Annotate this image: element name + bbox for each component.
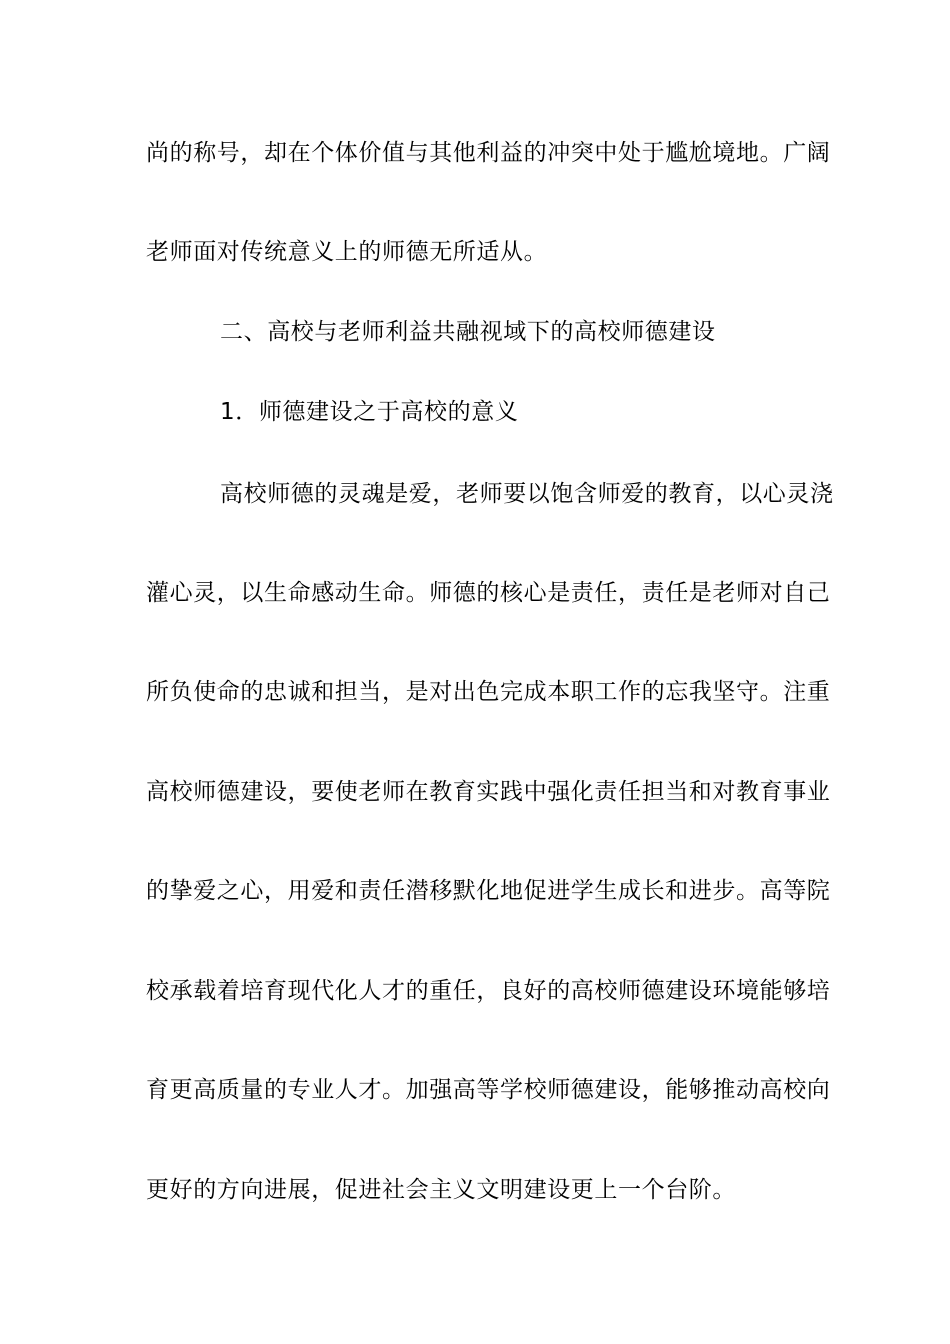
subsection-heading: 1．师德建设之于高校的意义 <box>220 399 519 425</box>
paragraph-line-5: 的挚爱之心，用爱和责任潜移默化地促进学生成长和进步。高等院 <box>146 878 831 904</box>
paragraph-line-3: 所负使命的忠诚和担当，是对出色完成本职工作的忘我坚守。注重 <box>146 679 831 705</box>
paragraph-line-4: 高校师德建设，要使老师在教育实践中强化责任担当和对教育事业 <box>146 779 831 805</box>
section-heading: 二、高校与老师利益共融视域下的高校师德建设 <box>220 319 716 345</box>
text-line-1: 尚的称号，却在个体价值与其他利益的冲突中处于尴尬境地。广阔 <box>146 140 831 166</box>
paragraph-line-1: 高校师德的灵魂是爱，老师要以饱含师爱的教育，以心灵浇 <box>220 481 834 507</box>
paragraph-line-6: 校承载着培育现代化人才的重任，良好的高校师德建设环境能够培 <box>146 978 831 1004</box>
paragraph-line-8: 更好的方向进展，促进社会主义文明建设更上一个台阶。 <box>146 1177 736 1203</box>
paragraph-line-2: 灌心灵，以生命感动生命。师德的核心是责任，责任是老师对自己 <box>146 580 831 606</box>
paragraph-line-7: 育更高质量的专业人才。加强高等学校师德建设，能够推动高校向 <box>146 1077 831 1103</box>
text-line-2: 老师面对传统意义上的师德无所适从。 <box>146 239 548 265</box>
